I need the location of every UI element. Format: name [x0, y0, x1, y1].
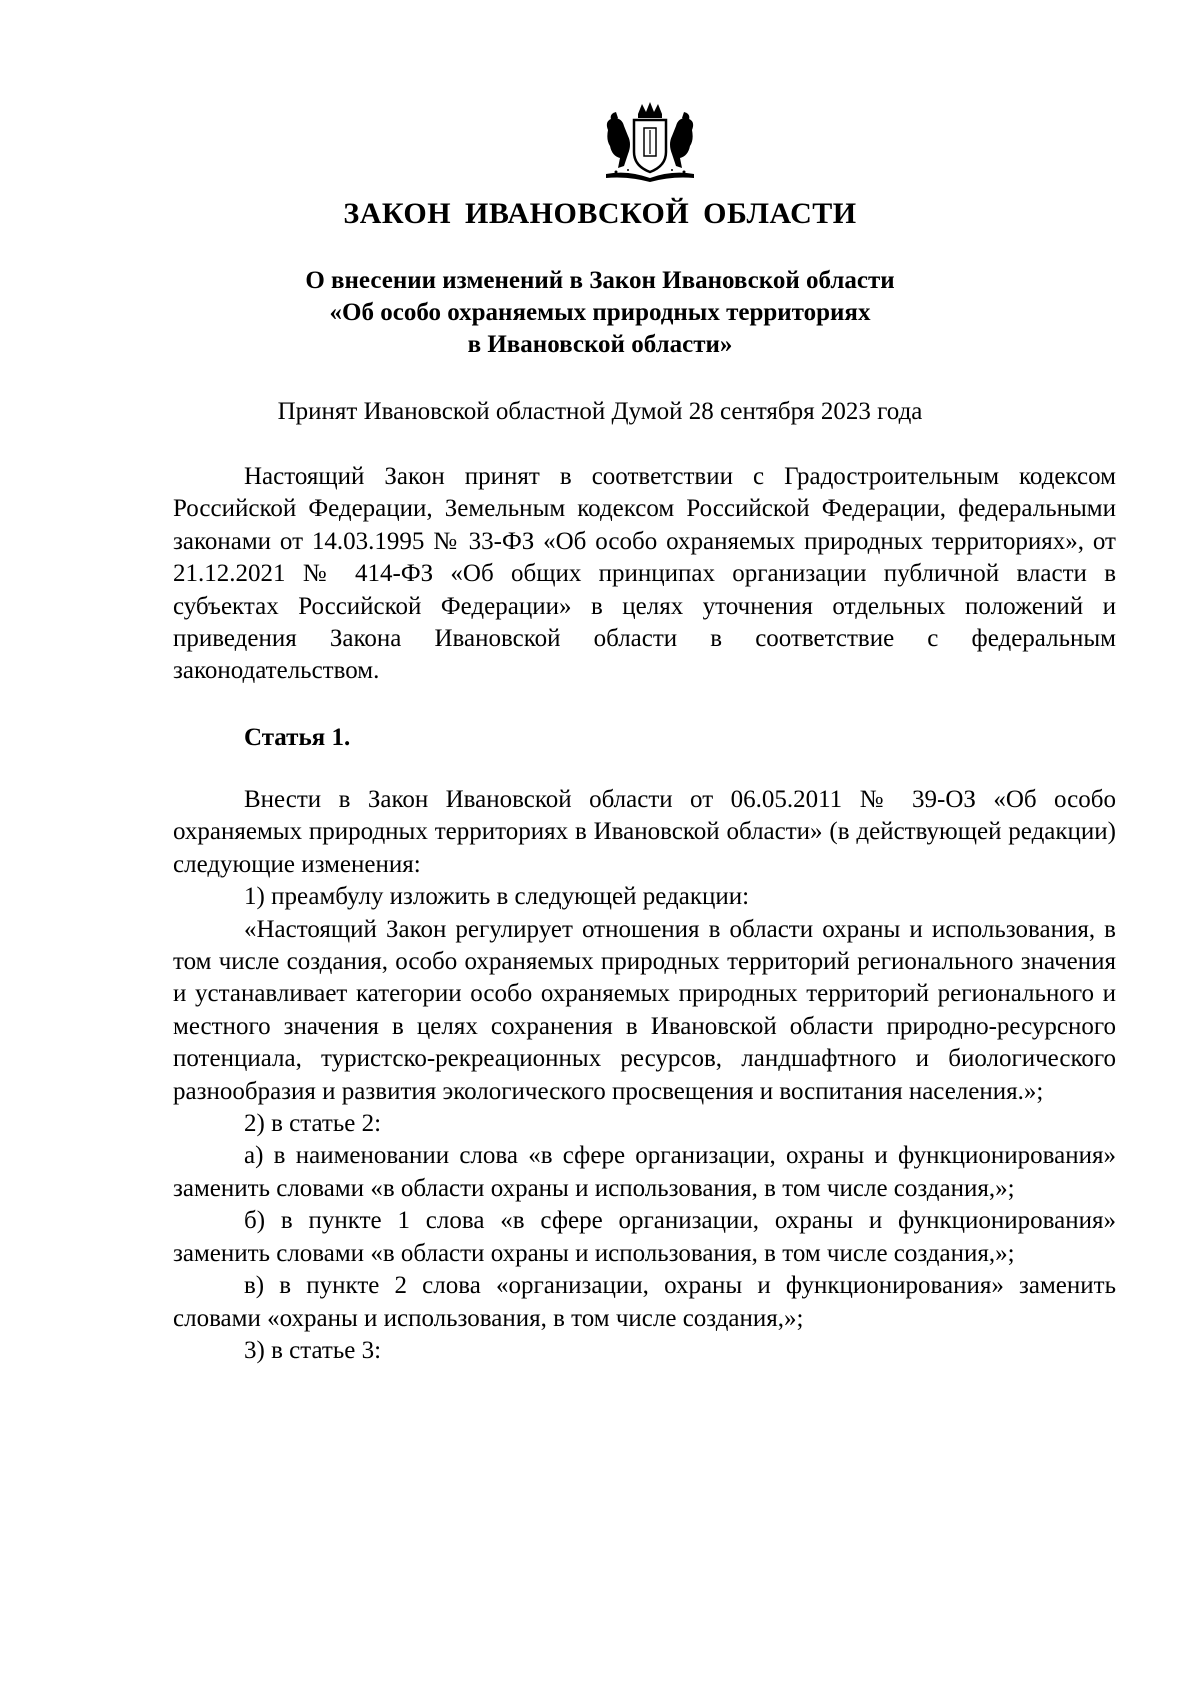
adoption-date: Принят Ивановской областной Думой 28 сентября 2023 года [277, 398, 923, 425]
coat-of-arms-icon [598, 100, 702, 184]
intro-section [173, 461, 1116, 688]
article-paragraph: б) в пункте 1 слова «в сфере организации, охраны и функционирования» заменить словами «в области охраны и использования, в том числе создания,»; [173, 1207, 1116, 1267]
subtitle-line: О внесении изменений в Закон Ивановской области [305, 267, 895, 294]
article-paragraph: Внести в Закон Ивановской области от 06.05.2011 № 39-ОЗ «Об особо охраняемых природных территориях в Ивановской области» (в действующей редакции) следующие изменения: [173, 786, 1116, 878]
article-paragraph: 1) преамбулу изложить в следующей редакции: [244, 883, 750, 911]
subtitle-line: «Об особо охраняемых природных территориях [329, 299, 871, 326]
article-paragraph: «Настоящий Закон регулирует отношения в области охраны и использования, в том числе создания, особо охраняемых природных территорий регионального значения и устанавливает категории особо охраняемых природных территорий регионального и местного значения в целях сохранения в Ивановской области природно-ресурсного потенциала, туристско-рекреационных ресурсов, ландшафтного и биологического разнообразия и развития экологического просвещения и воспитания населения.»; [173, 915, 1116, 1105]
article-paragraph: а) в наименовании слова «в сфере организации, охраны и функционирования» заменить словами «в области охраны и использования, в том числе создания,»; [173, 1142, 1116, 1202]
article-heading: Статья 1. [244, 724, 351, 751]
article-paragraph: в) в пункте 2 слова «организации, охраны и функционирования» заменить словами «охраны и использования, в том числе создания,»; [173, 1272, 1116, 1332]
law-subtitle [150, 265, 1050, 361]
subtitle-line: в Ивановской области» [467, 331, 733, 358]
article-body [173, 784, 1116, 1367]
article-paragraph: 3) в статье 3: [244, 1336, 382, 1364]
article-paragraph: 2) в статье 2: [244, 1110, 382, 1138]
law-title: ЗАКОН ИВАНОВСКОЙ ОБЛАСТИ [343, 197, 857, 230]
intro-paragraph: Настоящий Закон принят в соответствии с Градостроительным кодексом Российской Федерации, Земельным кодексом Российской Федерации, федеральными законами от 14.03.1995 № 33-ФЗ «Об особо охраняемых природных территориях», от 21.12.2021 № 414-ФЗ «Об общих принципах организации публичной власти в субъектах Российской Федерации» в целях уточнения отдельных положений и приведения Закона Ивановской области в соответствие с федеральным законодательством. [173, 463, 1116, 685]
